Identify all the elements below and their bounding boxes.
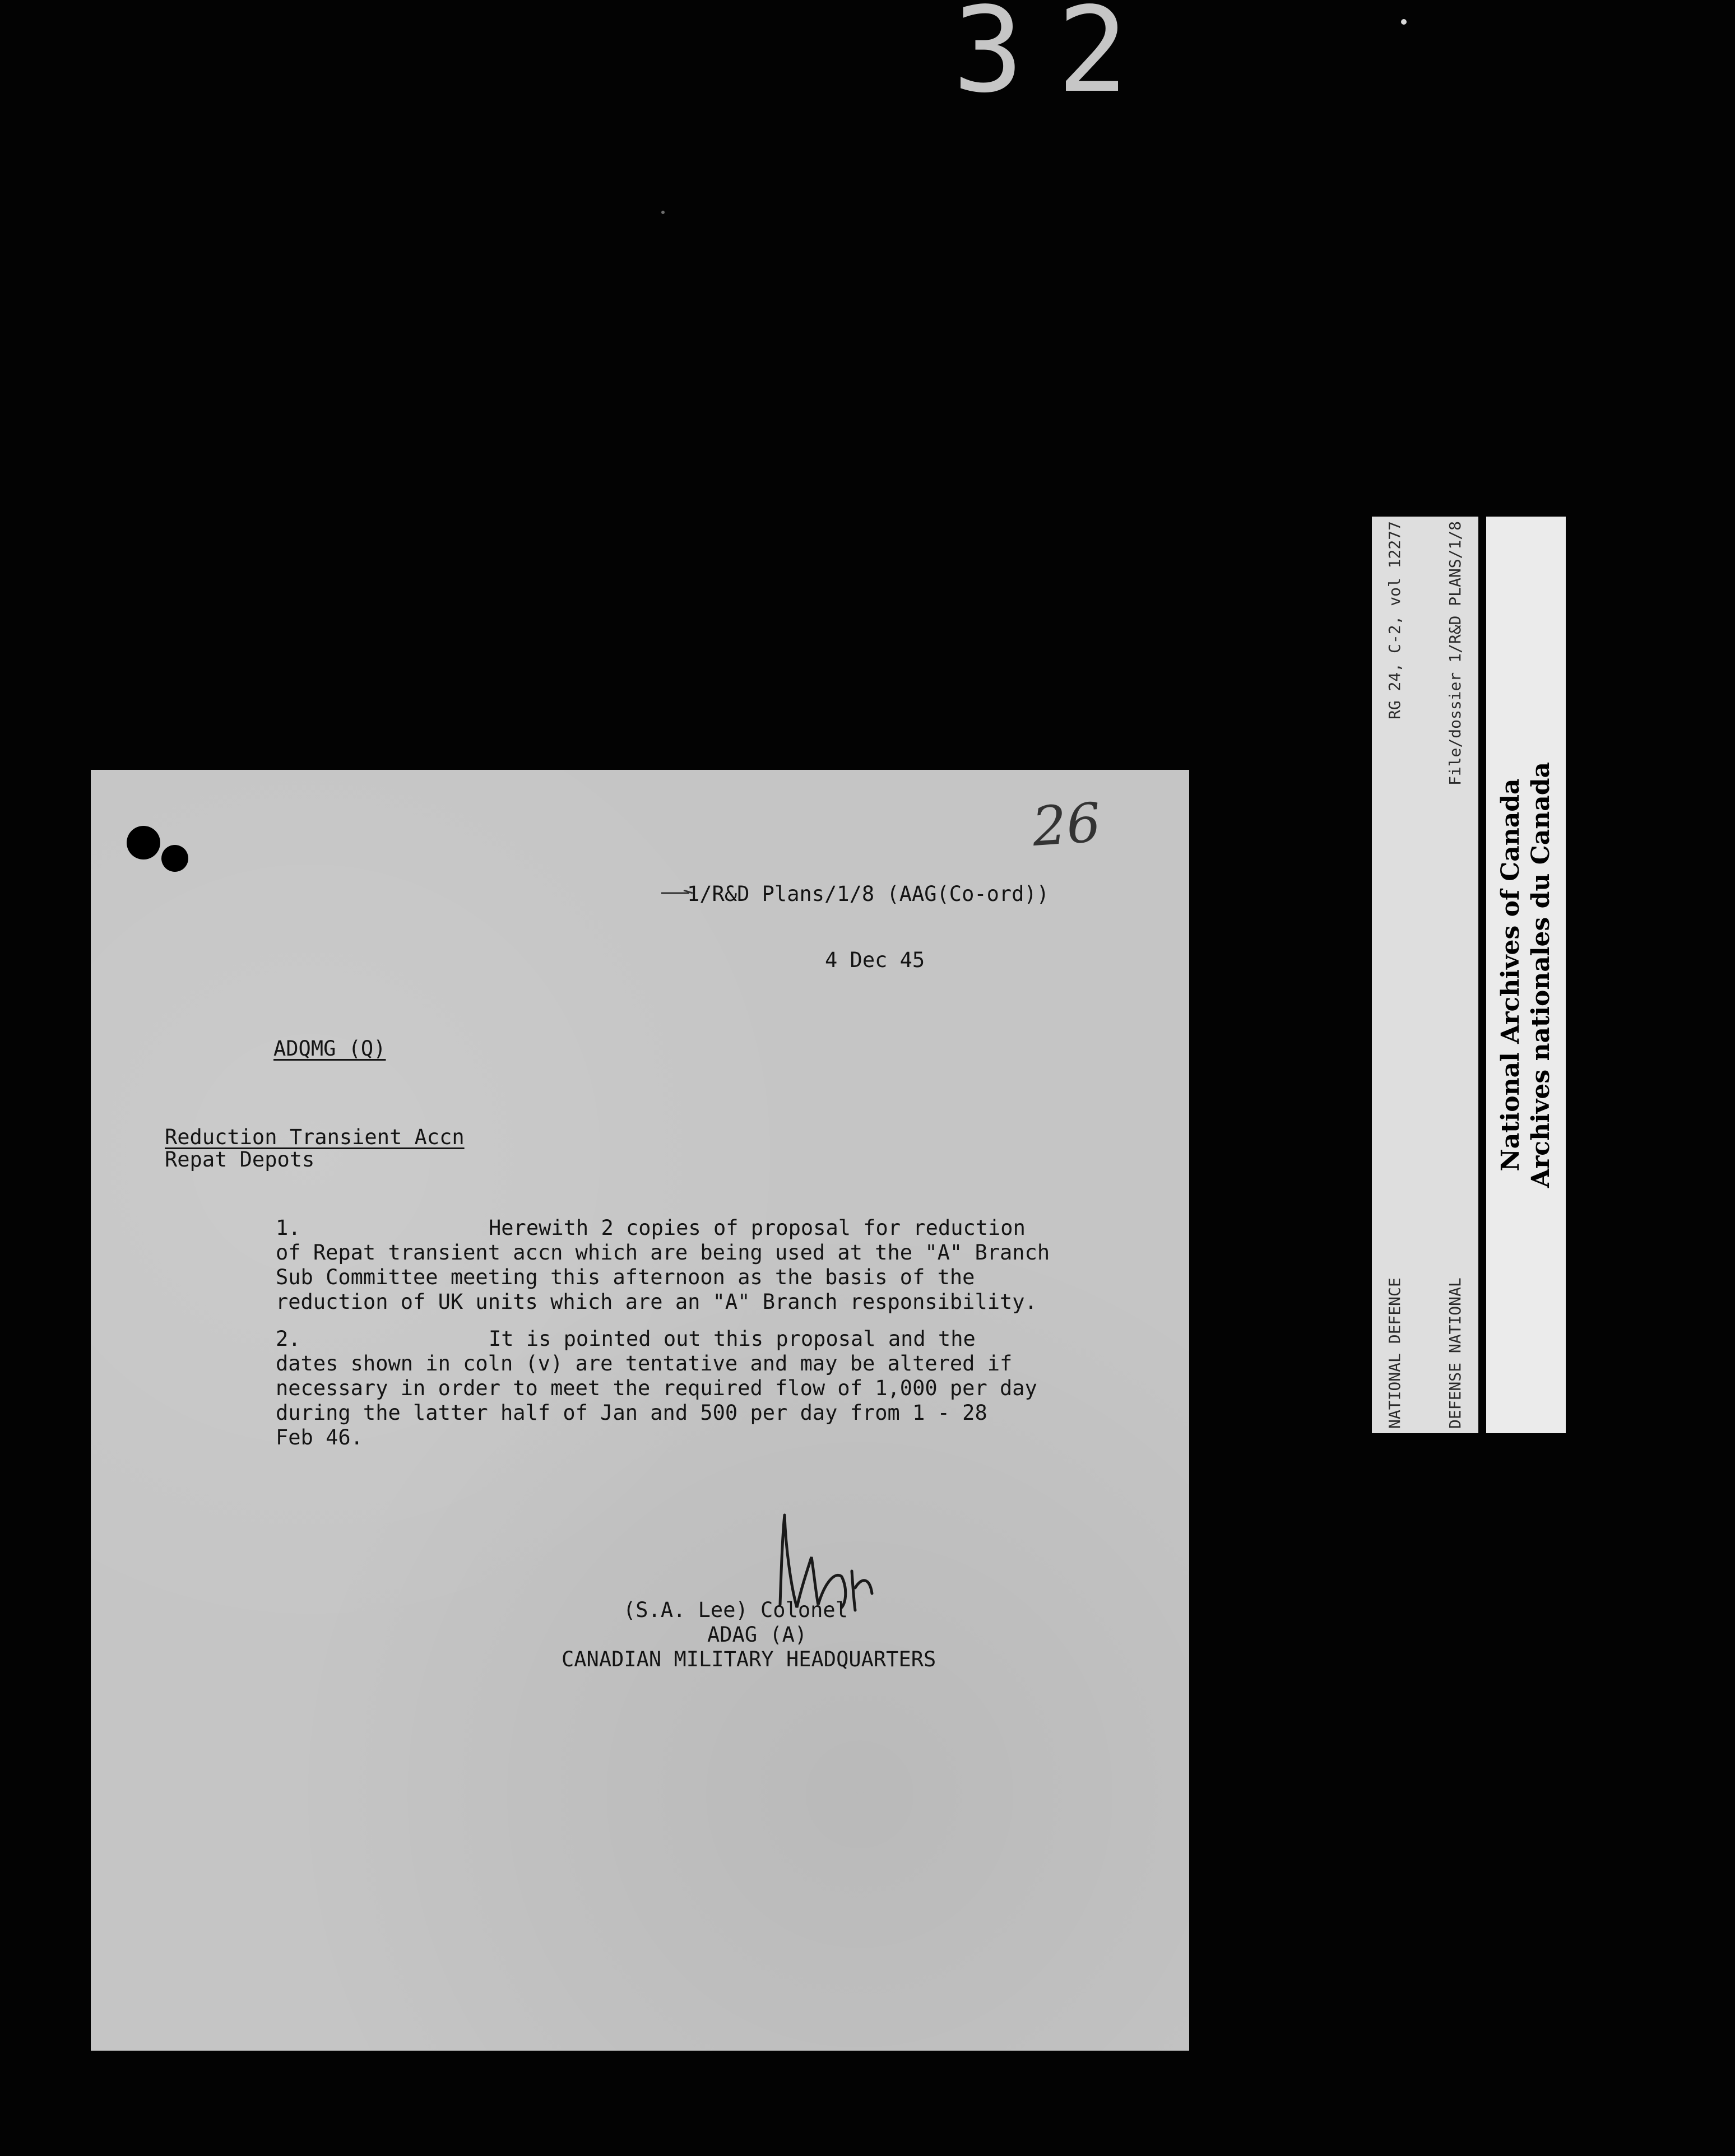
archive-reference-label	[1372, 517, 1478, 1433]
paragraph-1	[276, 1216, 1161, 1314]
paragraph-line: of Repat transient accn which are being used at the "A" Branch	[276, 1240, 1050, 1265]
subject-line: Repat Depots	[165, 1147, 315, 1172]
department-fr: DEFENSE NATIONAL	[1446, 1277, 1464, 1429]
archives-name-en: National Archives of Canada	[1496, 778, 1525, 1172]
signatory-appointment: ADAG (A)	[707, 1623, 808, 1647]
paragraph-line	[276, 1327, 1161, 1351]
frame-number: 32	[953, 0, 1162, 119]
signature-block	[562, 1598, 936, 1672]
archives-banner-text	[1496, 762, 1556, 1188]
paragraph-number: 2.	[276, 1327, 301, 1351]
folio-number: 26	[1030, 791, 1103, 859]
film-speck	[661, 211, 665, 214]
signatory-organisation: CANADIAN MILITARY HEADQUARTERS	[562, 1647, 936, 1671]
paragraph-number: 1.	[276, 1216, 301, 1240]
paragraph-line: dates shown in coln (v) are tentative and may be altered if	[276, 1351, 1013, 1376]
file-reference: 1/R&D Plans/1/8 (AAG(Co-ord))	[687, 882, 1050, 906]
record-group: RG 24, C-2, vol 12277	[1385, 521, 1404, 720]
subject-line: Reduction Transient Accn	[165, 1125, 465, 1149]
file-dossier: File/dossier 1/R&D PLANS/1/8	[1446, 521, 1464, 786]
paragraph-text: Herewith 2 copies of proposal for reduction	[489, 1216, 1026, 1240]
department-en: NATIONAL DEFENCE	[1385, 1277, 1404, 1429]
paragraph-line: Feb 46.	[276, 1425, 363, 1449]
document-date: 4 Dec 45	[825, 948, 925, 972]
archive-reference-text	[1344, 521, 1506, 1429]
punch-hole	[127, 826, 160, 859]
paragraph-line: Sub Committee meeting this afternoon as the basis of the	[276, 1265, 975, 1289]
paragraph-line	[276, 1216, 1161, 1240]
paragraph-text: It is pointed out this proposal and the	[489, 1327, 976, 1351]
paragraph-line: during the latter half of Jan and 500 per day from 1 - 28	[276, 1401, 987, 1425]
archives-name-fr: Archives nationales du Canada	[1527, 761, 1555, 1188]
signatory-name: (S.A. Lee) Colonel	[623, 1598, 848, 1622]
punch-hole	[161, 845, 188, 872]
film-speck	[1401, 19, 1407, 25]
document-page	[91, 770, 1189, 2051]
paragraph-2	[276, 1327, 1161, 1450]
paragraph-line: necessary in order to meet the required flow of 1,000 per day	[276, 1376, 1037, 1400]
paragraph-line: reduction of UK units which are an "A" Branch responsibility.	[276, 1290, 1037, 1314]
archives-banner	[1486, 517, 1566, 1433]
addressee: ADQMG (Q)	[273, 1037, 386, 1061]
